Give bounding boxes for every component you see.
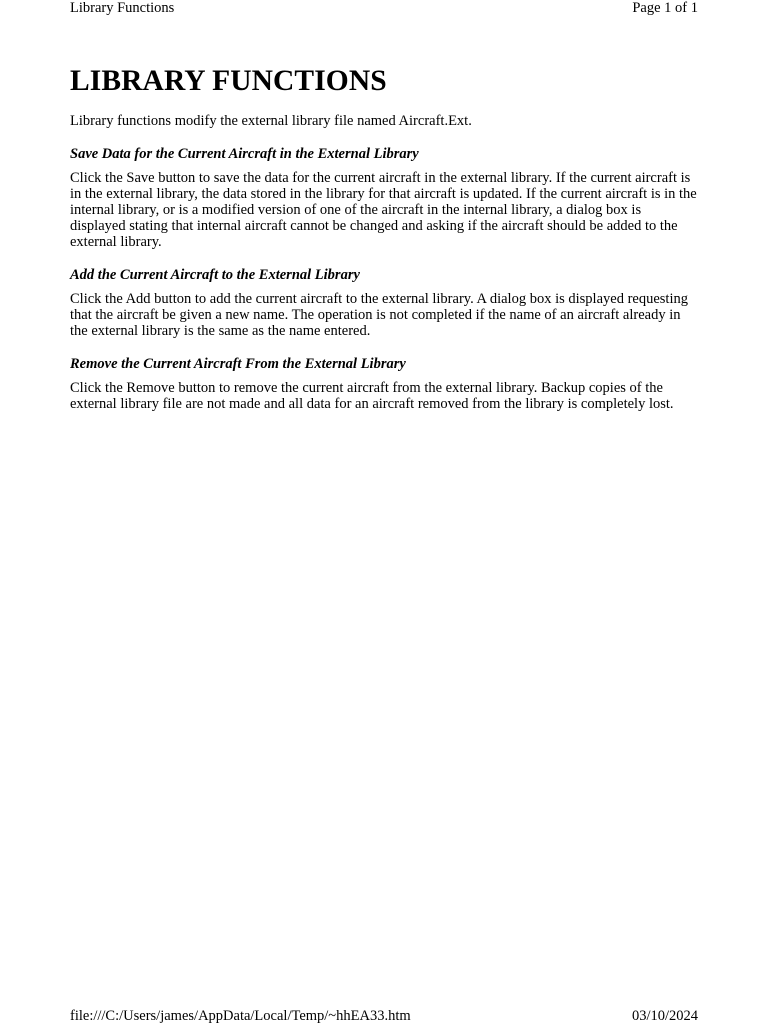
section-heading-save: Save Data for the Current Aircraft in the External Library xyxy=(70,146,419,162)
section-body-save: Click the Save button to save the data for the current aircraft in the external library. If the current aircraft is in the external library, the data stored in the library for that aircraft is updated. If the current aircraft is in the internal library, or is a modified version of one of the aircraft in the internal library, a dialog box is displayed stating that internal aircraft cannot be changed and asking if the aircraft should be added to the external library. xyxy=(70,170,697,250)
section-save xyxy=(70,146,698,250)
section-body-add: Click the Add button to add the current aircraft to the external library. A dialog box is displayed requesting that the aircraft be given a new name. The operation is not completed if the name of an aircraft already in the external library is the same as the name entered. xyxy=(70,291,688,339)
page-indicator: Page 1 of 1 xyxy=(632,0,698,16)
intro-paragraph: Library functions modify the external library file named Aircraft.Ext. xyxy=(70,113,472,129)
section-remove xyxy=(70,356,698,412)
page-title: LIBRARY FUNCTIONS xyxy=(70,65,387,97)
print-date: 03/10/2024 xyxy=(631,1008,698,1024)
section-heading-remove: Remove the Current Aircraft From the External Library xyxy=(70,356,406,372)
file-path: file:///C:/Users/james/AppData/Local/Temp/~hhEA33.htm xyxy=(70,1008,411,1024)
section-heading-add: Add the Current Aircraft to the External Library xyxy=(70,267,360,283)
print-header xyxy=(70,0,698,20)
section-body-remove: Click the Remove button to remove the current aircraft from the external library. Backup copies of the external library file are not made and all data for an aircraft removed from the library is completely lost. xyxy=(70,380,674,412)
print-footer xyxy=(70,1008,698,1024)
header-title: Library Functions xyxy=(70,0,175,16)
document-body xyxy=(70,62,698,412)
section-add xyxy=(70,267,698,339)
